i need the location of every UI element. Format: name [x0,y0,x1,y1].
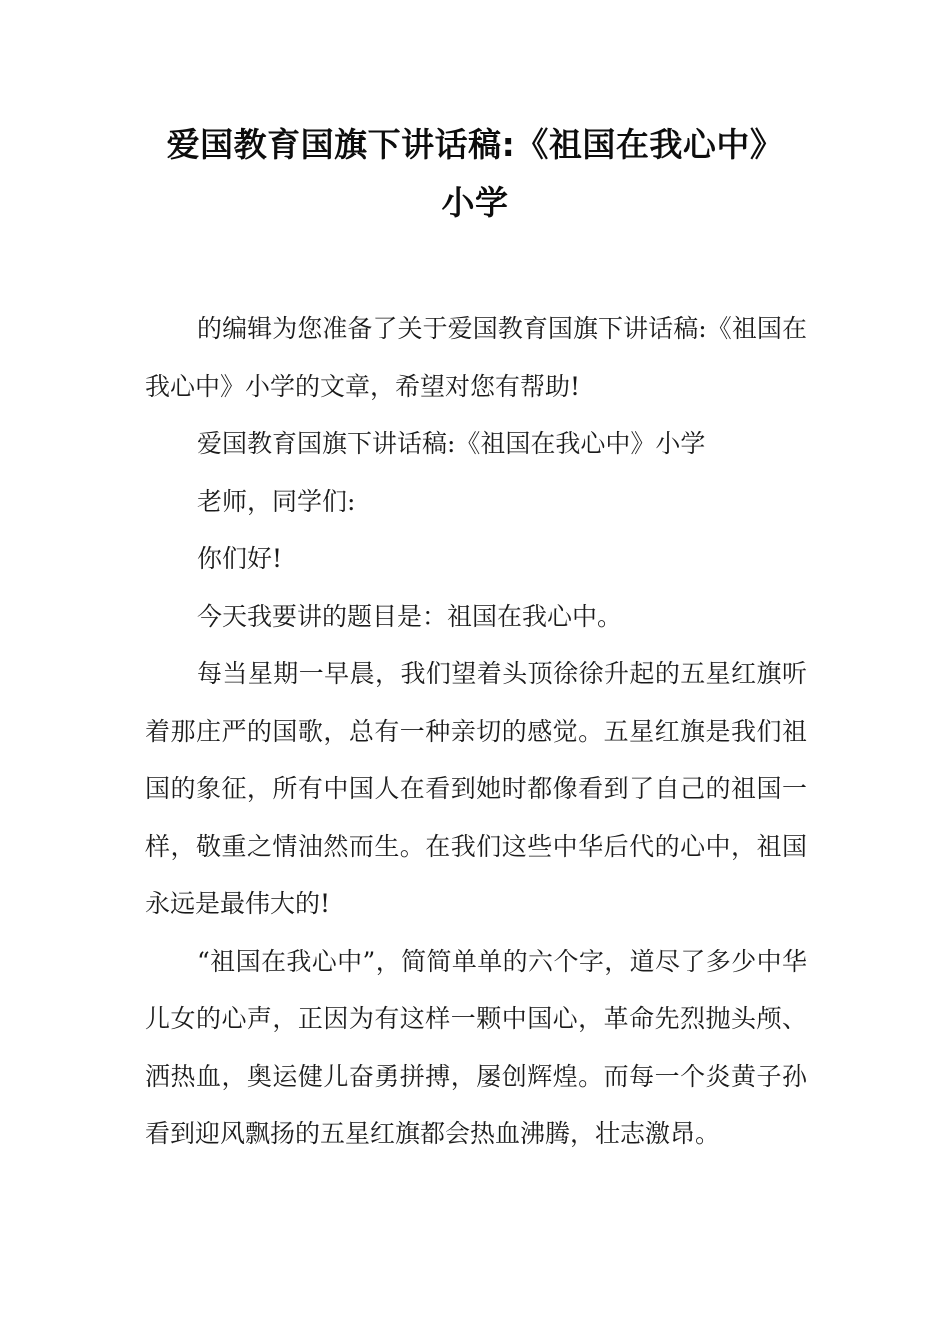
document-title-line-2: 小学 [441,183,509,222]
paragraph-six-characters: “祖国在我心中”，简简单单的六个字，道尽了多少中华儿女的心声，正因为有这样一颗中国心，革命先烈抛头颅、洒热血，奥运健儿奋勇拼搏，屡创辉煌。而每一个炎黄子孙看到迎风飘扬的五星红旗都会热血沸腾，壮志激昂。 [145,946,807,1148]
document-title-line-1: 爱国教育国旗下讲话稿:《祖国在我心中》 [166,125,784,164]
paragraph-greeting: 你们好! [197,544,283,573]
paragraph-intro: 的编辑为您准备了关于爱国教育国旗下讲话稿:《祖国在我心中》小学的文章，希望对您有帮助! [145,314,807,401]
paragraph-salutation: 老师，同学们: [197,486,356,516]
paragraph-topic: 今天我要讲的题目是：祖国在我心中。 [197,601,623,631]
document-body [145,300,807,1163]
paragraph-flag: 每当星期一早晨，我们望着头顶徐徐升起的五星红旗听着那庄严的国歌，总有一种亲切的感觉。五星红旗是我们祖国的象征，所有中国人在看到她时都像看到了自己的祖国一样，敬重之情油然而生。在我们这些中华后代的心中，祖国永远是最伟大的! [145,659,807,918]
paragraph-speech-title: 爱国教育国旗下讲话稿:《祖国在我心中》小学 [197,429,706,458]
